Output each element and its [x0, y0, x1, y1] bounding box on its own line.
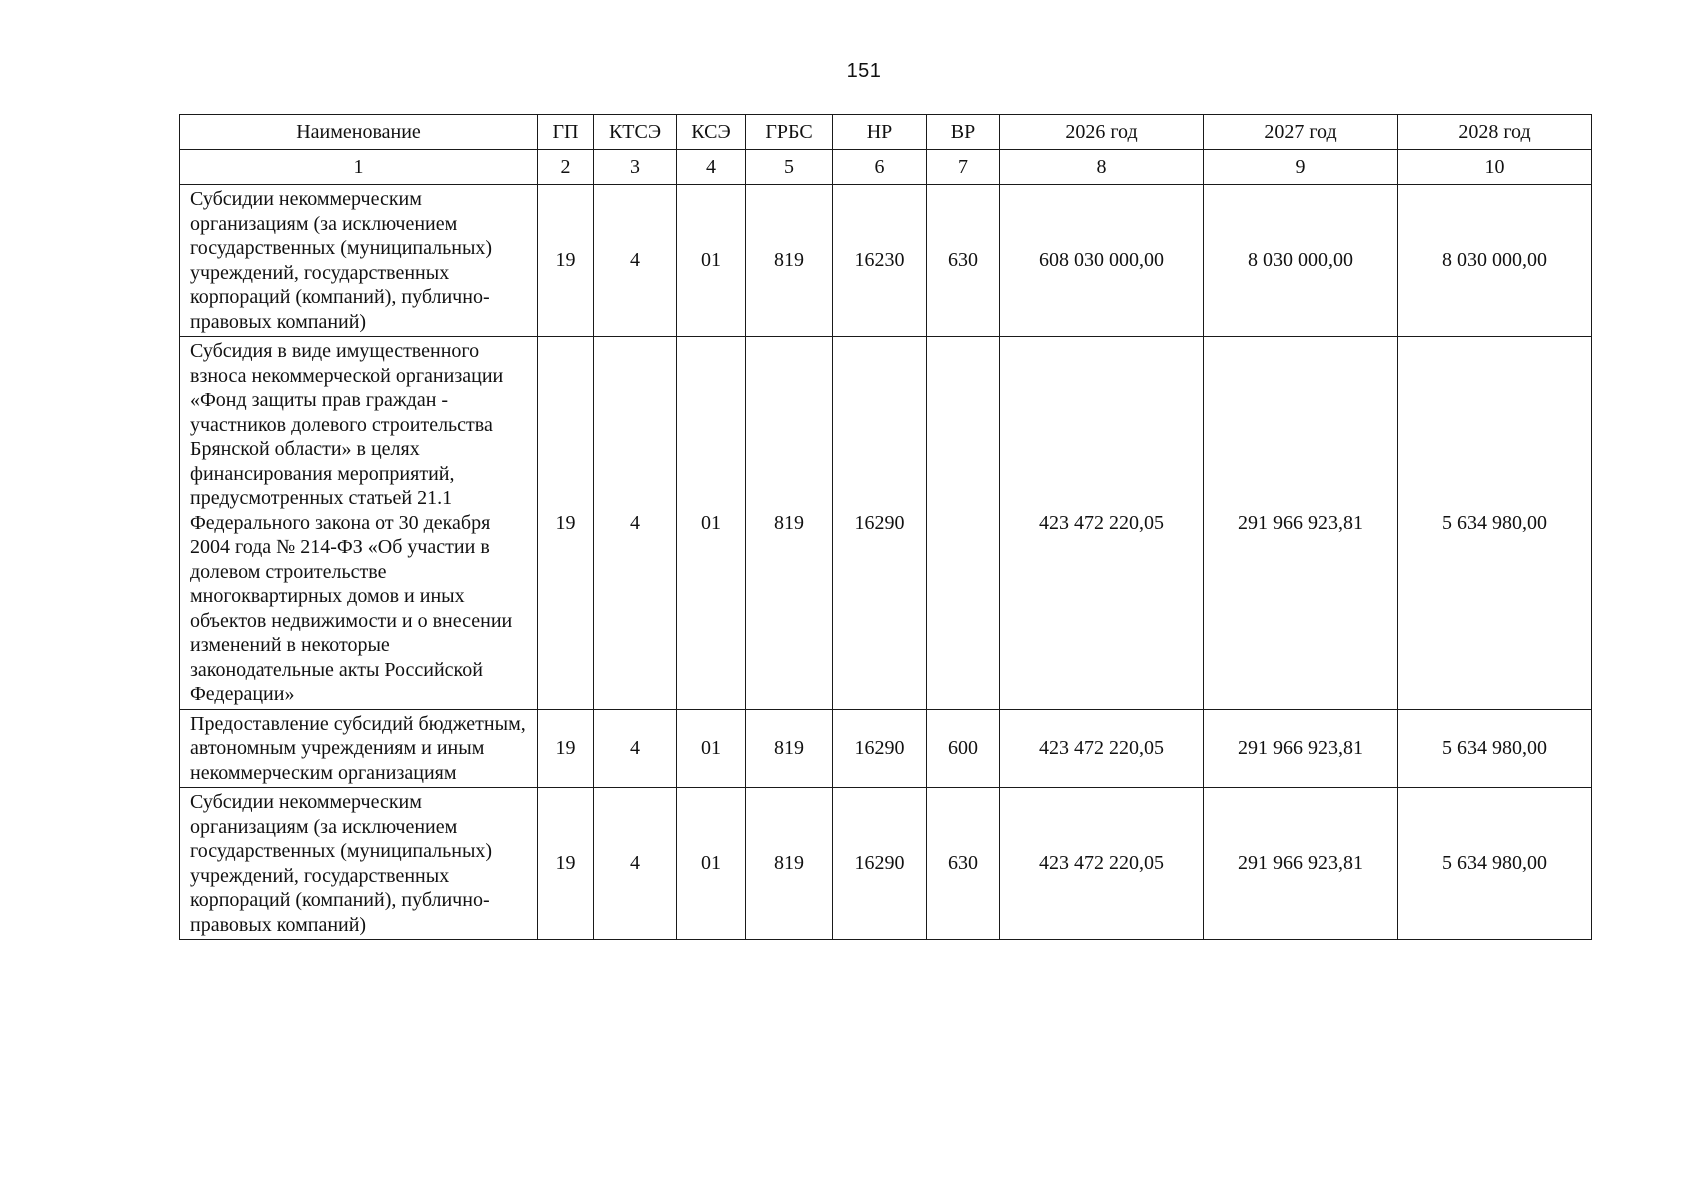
cell-ktse: 4 — [594, 788, 677, 940]
header-vr: ВР — [927, 115, 1000, 150]
header-ktse: КТСЭ — [594, 115, 677, 150]
cell-2028: 5 634 980,00 — [1398, 709, 1592, 788]
cell-gp: 19 — [538, 337, 594, 710]
header-row — [180, 115, 1592, 150]
budget-table — [179, 114, 1592, 940]
cell-ktse: 4 — [594, 337, 677, 710]
table-row — [180, 788, 1592, 940]
row-name: Субсидии некоммерческим организациям (за исключением государственных (муниципальных) учреждений, государственных корпораций (компаний), публично-правовых компаний) — [180, 788, 538, 940]
row-name: Субсидия в виде имущественного взноса некоммерческой организации «Фонд защиты прав граждан - участников долевого строительства Брянской области» в целях финансирования мероприятий, предусмотренных статьей 21.1 Федерального закона от 30 декабря 2004 года № 214-ФЗ «Об участии в долевом строительстве многоквартирных домов и иных объектов недвижимости и о внесении изменений в некоторые законодательные акты Российской Федерации» — [180, 337, 538, 710]
page-number: 151 — [846, 60, 882, 82]
cell-nr: 16290 — [833, 709, 927, 788]
column-number: 10 — [1398, 150, 1592, 185]
cell-kse: 01 — [677, 709, 746, 788]
cell-grbs: 819 — [746, 709, 833, 788]
column-number: 2 — [538, 150, 594, 185]
table-row — [180, 185, 1592, 337]
cell-2026: 423 472 220,05 — [1000, 788, 1204, 940]
cell-2028: 5 634 980,00 — [1398, 788, 1592, 940]
cell-kse: 01 — [677, 337, 746, 710]
header-name: Наименование — [180, 115, 538, 150]
cell-gp: 19 — [538, 185, 594, 337]
column-number: 1 — [180, 150, 538, 185]
cell-kse: 01 — [677, 185, 746, 337]
cell-vr: 630 — [927, 788, 1000, 940]
cell-vr: 630 — [927, 185, 1000, 337]
header-nr: НР — [833, 115, 927, 150]
cell-kse: 01 — [677, 788, 746, 940]
column-number: 7 — [927, 150, 1000, 185]
cell-ktse: 4 — [594, 709, 677, 788]
cell-vr: 600 — [927, 709, 1000, 788]
header-2028: 2028 год — [1398, 115, 1592, 150]
column-number: 3 — [594, 150, 677, 185]
header-gp: ГП — [538, 115, 594, 150]
column-number: 4 — [677, 150, 746, 185]
cell-2028: 8 030 000,00 — [1398, 185, 1592, 337]
header-2027: 2027 год — [1204, 115, 1398, 150]
cell-gp: 19 — [538, 788, 594, 940]
cell-2027: 291 966 923,81 — [1204, 337, 1398, 710]
cell-ktse: 4 — [594, 185, 677, 337]
header-kse: КСЭ — [677, 115, 746, 150]
table-row — [180, 709, 1592, 788]
column-number: 6 — [833, 150, 927, 185]
cell-vr — [927, 337, 1000, 710]
column-number: 9 — [1204, 150, 1398, 185]
cell-grbs: 819 — [746, 337, 833, 710]
cell-2028: 5 634 980,00 — [1398, 337, 1592, 710]
row-name: Субсидии некоммерческим организациям (за исключением государственных (муниципальных) учреждений, государственных корпораций (компаний), публично-правовых компаний) — [180, 185, 538, 337]
cell-nr: 16290 — [833, 337, 927, 710]
column-number: 5 — [746, 150, 833, 185]
cell-2026: 423 472 220,05 — [1000, 337, 1204, 710]
cell-2027: 291 966 923,81 — [1204, 788, 1398, 940]
row-name: Предоставление субсидий бюджетным, автономным учреждениям и иным некоммерческим организациям — [180, 709, 538, 788]
cell-nr: 16230 — [833, 185, 927, 337]
cell-2026: 423 472 220,05 — [1000, 709, 1204, 788]
cell-2026: 608 030 000,00 — [1000, 185, 1204, 337]
cell-2027: 8 030 000,00 — [1204, 185, 1398, 337]
cell-grbs: 819 — [746, 788, 833, 940]
table-row — [180, 337, 1592, 710]
cell-gp: 19 — [538, 709, 594, 788]
column-number-row — [180, 150, 1592, 185]
cell-grbs: 819 — [746, 185, 833, 337]
cell-2027: 291 966 923,81 — [1204, 709, 1398, 788]
header-grbs: ГРБС — [746, 115, 833, 150]
header-2026: 2026 год — [1000, 115, 1204, 150]
cell-nr: 16290 — [833, 788, 927, 940]
column-number: 8 — [1000, 150, 1204, 185]
